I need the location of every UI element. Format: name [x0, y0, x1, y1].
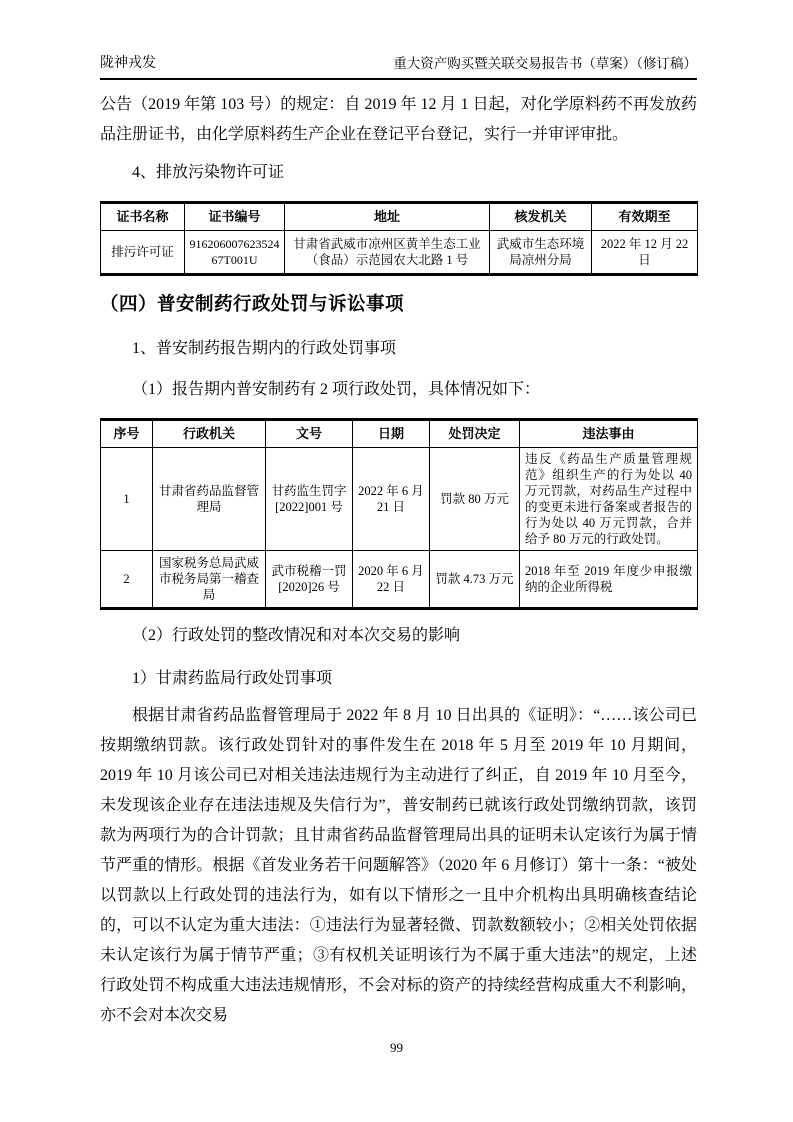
penalty-header-decision: 处罚决定 — [430, 420, 520, 448]
penalty-table — [100, 418, 698, 610]
content-area — [100, 0, 697, 1031]
subsection1-heading: 1、普安制药报告期内的行政处罚事项 — [132, 340, 397, 357]
penalty-cell-index: 2 — [101, 551, 153, 609]
penalty-cell-decision: 罚款 4.73 万元 — [430, 551, 520, 609]
permit-table-header-row — [101, 203, 698, 231]
point2-text: （2）行政处罚的整改情况和对本次交易的影响 — [132, 627, 461, 644]
section-heading: （四）普安制药行政处罚与诉讼事项 — [100, 293, 405, 314]
permit-header-valid-until: 有效期至 — [592, 203, 698, 231]
item4-heading: 4、排放污染物许可证 — [132, 164, 285, 181]
penalty-cell-doc-number: 甘药监生罚字[2022]001 号 — [266, 448, 353, 551]
closing-paragraph: 根据甘肃省药品监督管理局于 2022 年 8 月 10 日出具的《证明》：“……该公司已按期缴纳罚款。该行政处罚针对的事件发生在 2018 年 5 月至 2019 年 10 月期间，2019 年 10 月该公司已对相关违法违规行为主动进行了纠正，自 2019 年 10 月至今，未发现该企业存在违法违规及失信行为”，普安制药已就该行政处罚缴纳罚款，该罚款为两项行为的合计罚款；且甘肃省药品监督管理局出具的证明未认定该行为属于情节严重的情形。根据《首发业务若干问题解答》（2020 年 6 月修订）第十一条：“被处以罚款以上行政处罚的违法行为，如有以下情形之一且中介机构出具明确核查结论的，可以不认定为重大违法：①违法行为显著轻微、罚款数额较小；②相关处罚依据未认定该行为属于情节严重；③有权机关证明该行为不属于重大违法”的规定，上述行政处罚不构成重大违法违规情形，不会对标的资产的持续经营构成重大不利影响，亦不会对本次交易 — [100, 707, 697, 1024]
penalty-cell-authority: 国家税务总局武威市税务局第一稽查局 — [153, 551, 266, 609]
penalty-cell-date: 2022 年 6 月 21 日 — [353, 448, 430, 551]
penalty-header-violation: 违法事由 — [520, 420, 698, 448]
permit-table-row — [101, 231, 698, 275]
penalty-cell-date: 2020 年 6 月 22 日 — [353, 551, 430, 609]
penalty-header-doc-number: 文号 — [266, 420, 353, 448]
permit-header-cert-number: 证书编号 — [185, 203, 285, 231]
permit-table — [100, 201, 698, 276]
sub-item1-heading: 1）甘肃药监局行政处罚事项 — [132, 670, 333, 687]
point1-text: （1）报告期内普安制药有 2 项行政处罚，具体情况如下： — [132, 381, 541, 398]
paragraph-continuation: 公告（2019 年第 103 号）的规定：自 2019 年 12 月 1 日起，对化学原料药不再发放药品注册证书，由化学原料药生产企业在登记平台登记，实行一并审评审批。 — [100, 96, 697, 143]
header-report-title: 重大资产购买暨关联交易报告书（草案）（修订稿） — [393, 56, 697, 71]
permit-cell-cert-name: 排污许可证 — [101, 231, 185, 275]
permit-header-issuer: 核发机关 — [490, 203, 592, 231]
page-number: 99 — [390, 1040, 403, 1055]
penalty-cell-doc-number: 武市税稽一罚[2020]26 号 — [266, 551, 353, 609]
permit-cell-valid-until: 2022 年 12 月 22 日 — [592, 231, 698, 275]
page-header — [100, 0, 697, 80]
permit-cell-address: 甘肃省武威市凉州区黄羊生态工业（食品）示范园农大北路 1 号 — [285, 231, 490, 275]
penalty-table-row-2 — [101, 551, 698, 609]
penalty-header-authority: 行政机关 — [153, 420, 266, 448]
penalty-cell-violation: 违反《药品生产质量管理规范》组织生产的行为处以 40 万元罚款，对药品生产过程中的变更未进行备案或者报告的行为处以 40 万元罚款，合并给予 80 万元的行政处罚。 — [520, 448, 698, 551]
permit-header-address: 地址 — [285, 203, 490, 231]
permit-header-cert-name: 证书名称 — [101, 203, 185, 231]
penalty-table-row-1 — [101, 448, 698, 551]
penalty-table-header-row — [101, 420, 698, 448]
permit-cell-issuer: 武威市生态环境局凉州分局 — [490, 231, 592, 275]
penalty-header-date: 日期 — [353, 420, 430, 448]
penalty-cell-index: 1 — [101, 448, 153, 551]
permit-cell-cert-number: 91620600762352467T001U — [185, 231, 285, 275]
penalty-cell-authority: 甘肃省药品监督管理局 — [153, 448, 266, 551]
penalty-cell-decision: 罚款 80 万元 — [430, 448, 520, 551]
header-company-name: 陇神戎发 — [100, 56, 156, 71]
penalty-header-index: 序号 — [101, 420, 153, 448]
penalty-cell-violation: 2018 年至 2019 年度少申报缴纳的企业所得税 — [520, 551, 698, 609]
